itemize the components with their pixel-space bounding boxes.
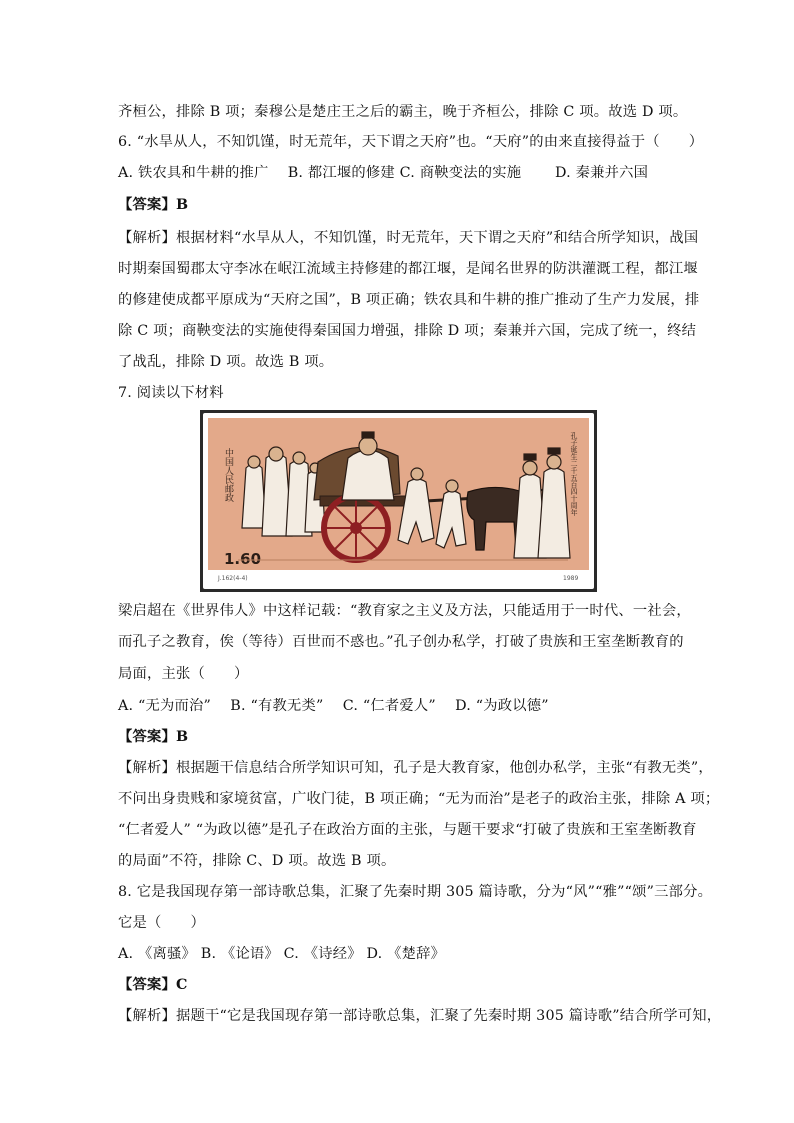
stamp-caption: 孔子诞生二千五百四十周年 [570, 432, 578, 516]
text-line: 它是（ ） [118, 915, 205, 931]
text-line: 的修建使成都平原成为“天府之国”，B 项正确；铁农具和牛耕的推广推动了生产力发展，排 [118, 292, 700, 308]
text-line: 而孔子之教育，俟（等待）百世而不惑也。”孔子创办私学，打破了贵族和王室垄断教育的 [118, 634, 684, 650]
stamp-country-text: 中国人民邮政 [223, 448, 233, 502]
question-7-answer: 【答案】B [118, 729, 189, 745]
text-line: 的局面”不符，排除 C、D 项。故选 B 项。 [118, 853, 396, 869]
confucius-stamp-image [200, 410, 597, 592]
question-7-stem: 7. 阅读以下材料 [118, 385, 224, 401]
question-8-analysis: 【解析】据题干“它是我国现存第一部诗歌总集，汇聚了先秦时期 305 篇诗歌”结合所学可知， [118, 1008, 722, 1024]
question-6-analysis: 【解析】根据材料“水旱从人，不知饥馑，时无荒年，天下谓之天府”和结合所学知识，战国 [118, 230, 699, 246]
stamp-serial: J.162(4-4) [218, 575, 248, 582]
question-6-answer: 【答案】B [118, 197, 189, 213]
question-7-analysis: 【解析】根据题干信息结合所学知识可知，孔子是大教育家，他创办私学，主张“有教无类”， [118, 760, 713, 776]
stamp-bottom-margin [208, 570, 589, 584]
question-6-options: A. 铁农具和牛耕的推广 B. 都江堰的修建 C. 商鞅变法的实施 D. 秦兼并六国 [118, 165, 649, 181]
question-8-stem: 8. 它是我国现存第一部诗歌总集，汇聚了先秦时期 305 篇诗歌，分为“风”“雅”“颂”三部分。 [118, 884, 713, 900]
text-line: 齐桓公，排除 B 项；秦穆公是楚庄王之后的霸主，晚于齐桓公，排除 C 项。故选 D 项。 [118, 104, 688, 120]
stamp-denomination: 1.60 [224, 550, 262, 568]
stamp-illustration [208, 418, 589, 584]
question-7-options: A. “无为而治” B. “有教无类” C. “仁者爱人” D. “为政以德” [118, 698, 549, 714]
question-6-stem: 6. “水旱从人，不知饥馑，时无荒年，天下谓之天府”也。“天府”的由来直接得益于（ ） [118, 134, 704, 150]
text-line: 时期秦国蜀郡太守李冰在岷江流域主持修建的都江堰，是闻名世界的防洪灌溉工程，都江堰 [118, 261, 698, 277]
question-7-material: 梁启超在《世界伟人》中这样记载：“教育家之主义及方法，只能适用于一时代、一社会， [118, 603, 691, 619]
text-line: 除 C 项；商鞅变法的实施使得秦国国力增强，排除 D 项；秦兼并六国，完成了统一，终结 [118, 323, 697, 339]
text-line: 局面，主张（ ） [118, 666, 249, 682]
text-line: 了战乱，排除 D 项。故选 B 项。 [118, 354, 334, 370]
question-8-options: A. 《离骚》 B. 《论语》 C. 《诗经》 D. 《楚辞》 [118, 946, 446, 962]
stamp-year: 1989 [563, 575, 579, 582]
text-line: 不问出身贵贱和家境贫富，广收门徒，B 项正确；“无为而治”是老子的政治主张，排除 A 项； [118, 791, 720, 807]
text-line: “仁者爱人” “为政以德”是孔子在政治方面的主张，与题干要求“打破了贵族和王室垄断教育 [118, 822, 697, 838]
question-8-answer: 【答案】C [118, 977, 188, 993]
